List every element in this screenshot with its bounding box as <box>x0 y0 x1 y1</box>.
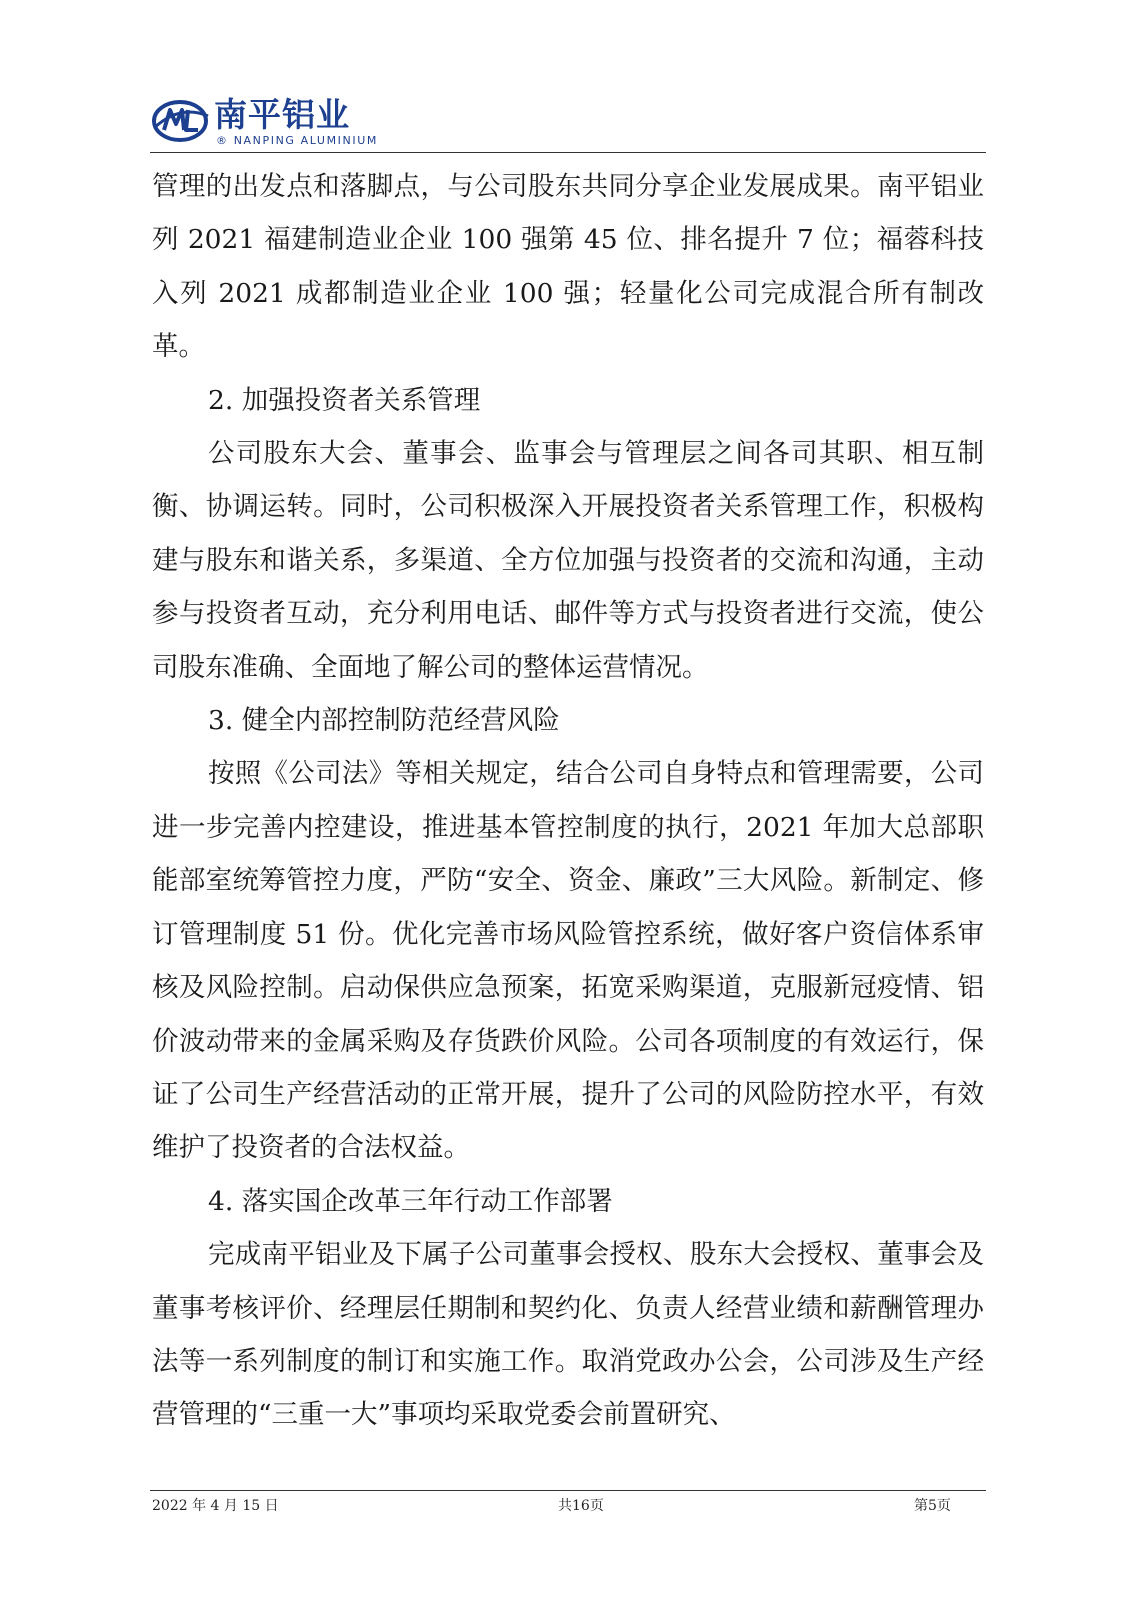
nanping-logo-icon <box>150 96 212 146</box>
paragraph: 4. 落实国企改革三年行动工作部署 <box>208 1185 613 1217</box>
paragraph: 公司股东大会、董事会、监事会与管理层之间各司其职、相互制衡、协调运转。同时，公司积极深入开展投资者关系管理工作，积极构建与股东和谐关系，多渠道、全方位加强与投资者的交流和沟通，主动参与投资者互动，充分利用电话、邮件等方式与投资者进行交流，使公司股东准确、全面地了解公司的整体运营情况。 <box>152 438 984 683</box>
paragraph: 按照《公司法》等相关规定，结合公司自身特点和管理需要，公司进一步完善内控建设，推进基本管控制度的执行，2021 年加大总部职能部室统筹管控力度，严防“安全、资金、廉政”三大风险。新制定、修订管理制度 51 份。优化完善市场风险管控系统，做好客户资信体系审核及风险控制。启动保供应急预案，拓宽采购渠道，克服新冠疫情、铝价波动带来的金属采购及存货跌价风险。公司各项制度的有效运行，保证了公司生产经营活动的正常开展，提升了公司的风险防控水平，有效维护了投资者的合法权益。 <box>152 758 984 1164</box>
page-header <box>150 96 986 150</box>
logo-english-text: NANPING ALUMINIUM <box>233 134 378 147</box>
logo-english-name <box>216 134 378 148</box>
logo-registered-mark: ® <box>216 134 229 147</box>
paragraph: 3. 健全内部控制防范经营风险 <box>208 705 560 737</box>
paragraph: 管理的出发点和落脚点，与公司股东共同分享企业发展成果。南平铝业列 2021 福建制造业企业 100 强第 45 位、排名提升 7 位；福蓉科技入列 2021 成都制造业企业 100 强；轻量化公司完成混合所有制改革。 <box>152 171 984 363</box>
logo-chinese-name: 南平铝业 <box>214 95 350 134</box>
footer-page-number: 第5页 <box>914 1498 951 1514</box>
document-body <box>152 160 984 1442</box>
footer-divider <box>150 1490 986 1491</box>
paragraph: 完成南平铝业及下属子公司董事会授权、股东大会授权、董事会及董事考核评价、经理层任期制和契约化、负责人经营业绩和薪酬管理办法等一系列制度的制订和实施工作。取消党政办公会，公司涉及生产经营管理的“三重一大”事项均采取党委会前置研究、 <box>152 1239 984 1431</box>
footer-date: 2022 年 4 月 15 日 <box>152 1498 279 1514</box>
footer-total-pages: 共16页 <box>558 1498 604 1514</box>
paragraph: 2. 加强投资者关系管理 <box>208 384 481 416</box>
header-divider <box>150 152 986 153</box>
